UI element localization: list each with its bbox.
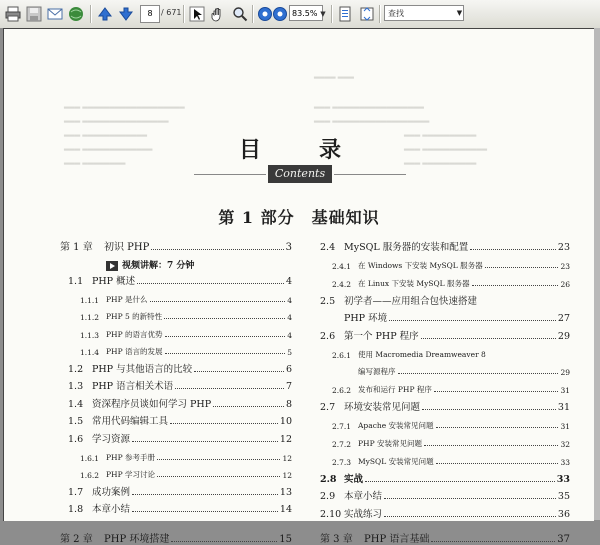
toc-entry[interactable] <box>320 310 570 324</box>
toc-entry[interactable] <box>60 396 292 410</box>
toc-entry[interactable] <box>320 435 570 449</box>
leader-dots <box>165 352 286 354</box>
toc-page-number: 10 <box>279 416 292 427</box>
toc-title: PHP 5 的新特性 <box>106 312 163 321</box>
toc-entry[interactable] <box>320 417 570 431</box>
contents-label: Contents <box>268 165 332 183</box>
toc-entry[interactable] <box>60 273 292 287</box>
toc-page-number: 4 <box>287 296 292 305</box>
toc-title: 第一个 PHP 程序 <box>344 331 419 342</box>
leader-dots <box>422 408 556 410</box>
bleed-through-text: ▂▂▂ ▂▂▂▂▂▂▂▂▂▂ <box>404 157 477 165</box>
toc-page-number: 29 <box>557 331 570 342</box>
toc-number: 第 2 章 <box>60 534 93 545</box>
document-viewer[interactable] <box>0 28 600 545</box>
leader-dots <box>132 510 278 512</box>
toc-page-number: 5 <box>287 348 292 357</box>
leader-dots <box>488 356 568 357</box>
toc-entry[interactable] <box>60 291 292 305</box>
toc-entry[interactable] <box>320 239 570 253</box>
toc-entry[interactable] <box>60 257 292 271</box>
leader-dots <box>164 317 285 319</box>
zoom-tool-icon[interactable] <box>231 5 249 23</box>
toc-title: 本章小结 <box>92 504 131 515</box>
toc-title: PHP 是什么 <box>106 295 148 304</box>
toc-number: 2.7 <box>320 402 336 413</box>
toc-page-number: 23 <box>560 262 570 271</box>
toc-entry[interactable] <box>60 449 292 463</box>
toc-number: 1.6 <box>68 434 84 445</box>
zoom-in-icon[interactable] <box>271 5 289 23</box>
leader-dots <box>398 372 559 374</box>
leader-dots <box>137 282 284 284</box>
leader-dots <box>384 497 556 499</box>
toc-entry[interactable] <box>320 471 570 485</box>
toc-page-number: 32 <box>560 440 570 449</box>
bleed-through-text: ▂▂▂ ▂▂▂▂▂▂▂▂▂▂▂▂▂ <box>64 143 153 151</box>
page-total-label: / 671 <box>161 8 182 17</box>
toc-title: PHP 与其他语言的比较 <box>92 364 193 375</box>
toc-left-column <box>60 239 292 545</box>
zoom-dropdown-icon[interactable]: ▼ <box>320 10 326 18</box>
toc-number: 第 3 章 <box>320 534 353 545</box>
toc-number: 2.7.1 <box>332 422 352 431</box>
leader-dots <box>479 303 568 304</box>
toc-entry[interactable] <box>320 257 570 271</box>
toc-title: PHP 语言的发展 <box>106 347 163 356</box>
toc-number: 1.6.1 <box>80 454 100 463</box>
toc-page-number: 36 <box>557 509 570 520</box>
page-title: 目 录 <box>238 137 359 163</box>
next-page-icon[interactable] <box>117 5 135 23</box>
fit-width-icon[interactable] <box>358 5 376 23</box>
toc-title: 本章小结 <box>344 491 383 502</box>
toc-entry[interactable] <box>320 275 570 289</box>
toc-entry[interactable] <box>320 381 570 395</box>
toc-number: 2.8 <box>320 474 337 485</box>
leader-dots <box>165 335 286 337</box>
toc-title: 初学者——应用组合包快速搭建 <box>344 296 478 307</box>
toc-page-number: 33 <box>560 458 570 467</box>
toc-title: PHP 语言基础 <box>364 534 430 545</box>
divider <box>334 174 406 175</box>
toc-entry[interactable] <box>320 488 570 502</box>
toc-entry[interactable] <box>320 346 570 360</box>
toc-page-number: 4 <box>287 313 292 322</box>
leader-dots <box>171 540 277 542</box>
web-icon[interactable] <box>67 5 85 23</box>
leader-dots <box>151 248 283 250</box>
toc-page-number: 31 <box>557 402 570 413</box>
toc-number: 1.1.4 <box>80 348 100 357</box>
toc-number: 1.2 <box>68 364 84 375</box>
toc-page-number: 15 <box>279 534 292 545</box>
toc-page-number: 12 <box>279 434 292 445</box>
bleed-through-text: ▂▂▂ ▂▂▂▂▂▂▂▂▂▂▂▂▂▂▂▂ <box>64 115 169 123</box>
toc-page-number: 4 <box>287 331 292 340</box>
toc-right-column <box>320 239 570 545</box>
leader-dots <box>421 337 556 339</box>
toc-entry[interactable] <box>60 431 292 445</box>
toc-number: 1.3 <box>68 381 84 392</box>
bleed-through-text: ▂▂▂ ▂▂▂▂▂▂▂▂▂▂▂▂▂▂▂▂▂ <box>314 101 424 109</box>
toc-title: 初识 PHP <box>104 242 150 253</box>
prev-page-icon[interactable] <box>96 5 114 23</box>
email-icon[interactable] <box>46 5 64 23</box>
toc-entry[interactable] <box>320 328 570 342</box>
toc-number: 1.1 <box>68 276 84 287</box>
toc-entry[interactable] <box>60 466 292 480</box>
print-icon[interactable] <box>4 5 22 23</box>
video-icon <box>106 261 118 271</box>
find-dropdown-icon[interactable]: ▼ <box>456 9 463 17</box>
bleed-through-text: ▂▂▂▂ ▂▂▂ <box>314 71 354 79</box>
toc-page-number: 23 <box>557 242 570 253</box>
toc-number: 2.4 <box>320 242 336 253</box>
toc-title: PHP 环境搭建 <box>104 534 170 545</box>
bleed-through-text: ▂▂▂ ▂▂▂▂▂▂▂▂▂▂▂▂ <box>404 143 487 151</box>
toc-title: 资深程序员谈如何学习 PHP <box>92 399 212 410</box>
save-icon[interactable] <box>25 5 43 23</box>
toc-number: 2.4.1 <box>332 262 352 271</box>
toc-title: PHP 环境 <box>344 313 388 324</box>
toc-entry[interactable] <box>320 293 570 307</box>
toc-page-number: 12 <box>282 471 292 480</box>
leader-dots <box>157 475 280 477</box>
leader-dots <box>132 440 278 442</box>
page-number-input[interactable]: 8 <box>140 5 160 23</box>
toc-title: PHP 学习讨论 <box>106 470 156 479</box>
toc-title: 实战 <box>344 474 364 485</box>
toc-title: PHP 的语言优势 <box>106 330 163 339</box>
bleed-through-text: ▂▂▂ ▂▂▂▂▂▂▂▂▂▂▂▂▂▂▂▂▂▂ <box>314 115 430 123</box>
toc-entry[interactable] <box>60 361 292 375</box>
toc-page-number: 33 <box>556 474 570 485</box>
toc-entry[interactable] <box>320 453 570 467</box>
toc-title: PHP 安装常见问题 <box>358 439 423 448</box>
toc-page-number: 31 <box>560 422 570 431</box>
toc-number: 2.7.2 <box>332 440 352 449</box>
pdf-page <box>3 28 594 545</box>
toc-title: 发布和运行 PHP 程序 <box>358 385 432 394</box>
fit-page-icon[interactable] <box>336 5 354 23</box>
toc-page-number: 27 <box>557 313 570 324</box>
toc-number: 1.1.3 <box>80 331 100 340</box>
leader-dots <box>470 248 556 250</box>
bleed-through-text: ▂▂▂ ▂▂▂▂▂▂▂▂ <box>64 157 126 165</box>
toc-number: 2.6.1 <box>332 351 352 360</box>
zoom-level-select[interactable]: 83.5% <box>289 5 323 21</box>
bleed-through-text: ▂▂▂ ▂▂▂▂▂▂▂▂▂▂▂▂ <box>64 129 147 137</box>
leader-dots <box>213 405 284 407</box>
toc-title: 学习资源 <box>92 434 131 445</box>
toc-page-number: 31 <box>560 386 570 395</box>
toc-page-number: 14 <box>279 504 292 515</box>
toc-number: 1.1.2 <box>80 313 100 322</box>
leader-dots <box>389 319 556 321</box>
toc-title: Apache 安装常见问题 <box>358 421 434 430</box>
toc-number: 1.7 <box>68 487 84 498</box>
toc-page-number: 29 <box>560 368 570 377</box>
bleed-through-text: ▂▂▂ ▂▂▂▂▂▂▂▂▂▂▂▂▂▂▂▂▂▂▂ <box>64 101 185 109</box>
toc-number: 1.6.2 <box>80 471 100 480</box>
bleed-through-text: ▂▂▂ ▂▂▂▂▂▂▂▂▂▂ <box>404 129 477 137</box>
toc-page-number: 8 <box>285 399 292 410</box>
toc-number: 1.8 <box>68 504 84 515</box>
toc-number: 第 1 章 <box>60 242 93 253</box>
toc-chapter[interactable] <box>60 531 292 545</box>
leader-dots <box>132 493 278 495</box>
leader-dots <box>434 390 559 392</box>
toc-number: 2.4.2 <box>332 280 352 289</box>
leader-dots <box>365 480 555 482</box>
toc-page-number: 3 <box>285 242 292 253</box>
toc-page-number: 26 <box>560 280 570 289</box>
leader-dots <box>472 284 559 286</box>
toc-chapter[interactable] <box>320 531 570 545</box>
leader-dots <box>157 458 280 460</box>
toc-title: 实战练习 <box>344 509 383 520</box>
leader-dots <box>175 387 284 389</box>
leader-dots <box>436 462 559 464</box>
toc-entry[interactable] <box>60 413 292 427</box>
leader-dots <box>485 266 559 268</box>
toc-chapter[interactable] <box>60 239 292 253</box>
vertical-scrollbar[interactable] <box>594 28 600 520</box>
leader-dots <box>436 426 559 428</box>
toc-number: 2.6 <box>320 331 336 342</box>
leader-dots <box>431 540 555 542</box>
select-cursor-icon[interactable] <box>188 5 206 23</box>
toc-entry[interactable] <box>60 484 292 498</box>
toc-number: 2.10 <box>320 509 342 520</box>
toc-entry[interactable] <box>60 326 292 340</box>
toc-page-number: 6 <box>285 364 292 375</box>
toc-entry[interactable] <box>320 399 570 413</box>
toc-title: PHP 概述 <box>92 276 136 287</box>
toc-entry[interactable] <box>60 308 292 322</box>
toc-title: MySQL 安装常见问题 <box>358 457 434 466</box>
leader-dots <box>150 300 286 302</box>
toc-page-number: 37 <box>557 534 570 545</box>
leader-dots <box>194 370 284 372</box>
toc-title: 视频讲解：7 分钟 <box>122 261 195 271</box>
toc-title: 常用代码编辑工具 <box>92 416 169 427</box>
toc-page-number: 7 <box>285 381 292 392</box>
leader-dots <box>384 515 556 517</box>
toc-page-number: 35 <box>557 491 570 502</box>
toolbar <box>0 0 600 29</box>
toc-number: 1.4 <box>68 399 84 410</box>
toc-page-number: 4 <box>285 276 292 287</box>
toc-number: 2.6.2 <box>332 386 352 395</box>
divider <box>194 174 266 175</box>
toc-entry[interactable] <box>320 506 570 520</box>
toc-number: 2.9 <box>320 491 336 502</box>
toc-entry[interactable] <box>60 378 292 392</box>
toc-entry[interactable] <box>320 363 570 377</box>
toc-number: 1.1.1 <box>80 296 100 305</box>
toc-page-number: 12 <box>282 454 292 463</box>
toc-title: PHP 参考手册 <box>106 453 156 462</box>
find-input[interactable]: 查找 <box>384 5 464 21</box>
toc-title: PHP 语言相关术语 <box>92 381 174 392</box>
part-title: 第 1 部分 基础知识 <box>218 208 380 227</box>
leader-dots <box>170 422 278 424</box>
toc-number: 2.5 <box>320 296 336 307</box>
toc-page-number: 13 <box>279 487 292 498</box>
toc-title: 环境安装常见问题 <box>344 402 421 413</box>
toc-number: 2.7.3 <box>332 458 352 467</box>
leader-dots <box>424 444 558 446</box>
toc-title: 在 Linux 下安装 MySQL 服务器 <box>358 279 470 288</box>
hand-tool-icon[interactable] <box>209 5 227 23</box>
toc-entry[interactable] <box>60 501 292 515</box>
toc-title: 使用 Macromedia Dreamweaver 8 <box>358 350 486 359</box>
toc-entry[interactable] <box>60 343 292 357</box>
toc-title: MySQL 服务器的安装和配置 <box>344 242 469 253</box>
toc-title: 编写源程序 <box>358 367 396 376</box>
toc-title: 在 Windows 下安装 MySQL 服务器 <box>358 261 483 270</box>
toc-number: 1.5 <box>68 416 84 427</box>
toc-title: 成功案例 <box>92 487 131 498</box>
